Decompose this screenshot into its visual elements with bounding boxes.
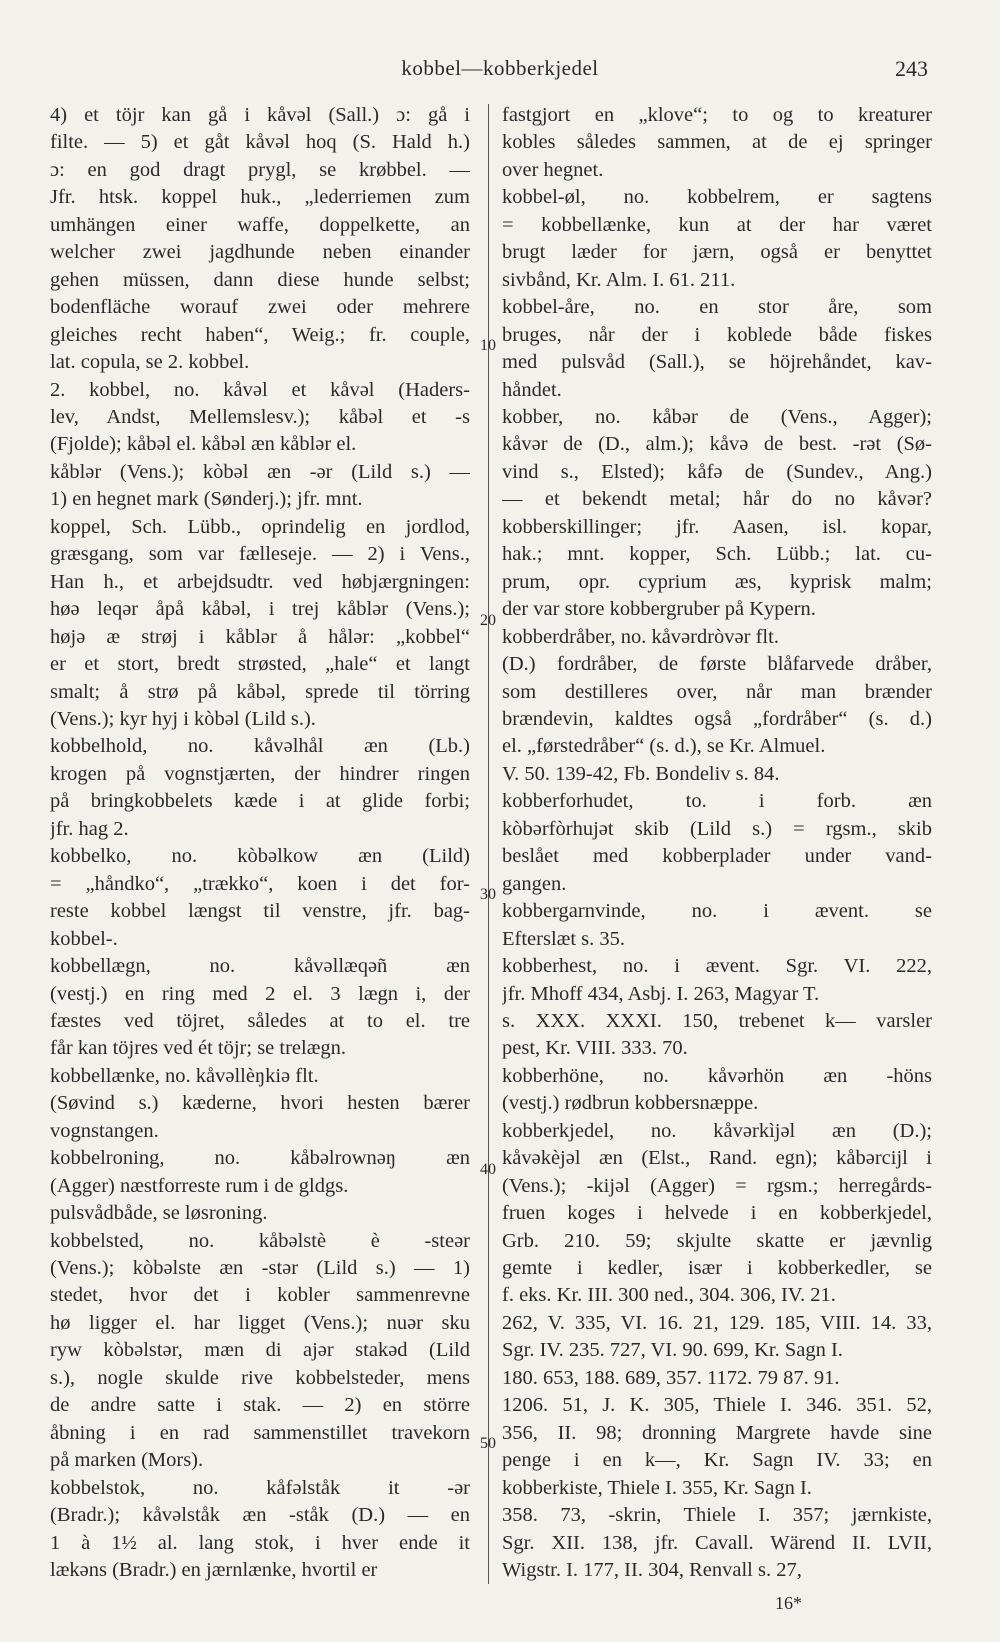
text-line: vind s., Elsted); kåfə de (Sundev., Ang.) (502, 460, 932, 483)
text-line: kobbellænke, no. kåvəllèŋkiə flt. (50, 1064, 319, 1087)
text-line: gleiches recht haben“, Weig.; fr. couple, (50, 323, 470, 346)
text-line: på bringkobbelets kæde i at glide forbi; (50, 790, 470, 813)
text-line: kòbərfòrhujət skib (Lild s.) = rgsm., skib (502, 817, 932, 840)
text-line: umhängen einer waffe, doppelkette, an (50, 213, 470, 236)
text-line: med pulsvåd (Sall.), se höjrehåndet, kav- (502, 351, 932, 374)
text-line: = „håndko“, „trækko“, koen i det for- (50, 872, 470, 895)
text-line: som destilleres over, når man brænder (502, 680, 932, 703)
text-line: 180. 653, 188. 689, 357. 1172. 79 87. 91. (502, 1366, 840, 1389)
page-number: 243 (895, 56, 928, 81)
text-line: kobbellægn, no. kåvəllæqəñ æn (50, 955, 470, 978)
text-line: el. „førstedråber“ (s. d.), se Kr. Almuel. (502, 735, 826, 758)
text-line: fastgjort en „klove“; to og to kreaturer (502, 104, 932, 126)
text-line: kobberkiste, Thiele I. 355, Kr. Sagn I. (502, 1476, 812, 1499)
text-line: hø ligger el. har ligget (Vens.); nuər sku (50, 1311, 470, 1334)
text-line: kobbel-øl, no. kobbelrem, er sagtens (502, 186, 932, 209)
signature-mark: 16* (775, 1593, 802, 1613)
line-number: 50 (480, 1435, 496, 1452)
text-line: gangen. (502, 872, 567, 895)
text-line: ɔ: en god dragt prygl, se krøbbel. — (50, 158, 470, 181)
text-line: 1) en hegnet mark (Sønderj.); jfr. mnt. (50, 488, 363, 511)
line-number: 10 (480, 337, 496, 354)
text-line: åbning i en rad sammenstillet travekorn (50, 1421, 470, 1444)
text-line: kobberdråber, no. kåvərdròvər flt. (502, 625, 779, 648)
text-line: 262, V. 335, VI. 16. 21, 129. 185, VIII. 14. 33, (502, 1311, 932, 1334)
text-line: gehen müssen, dann diese hunde selbst; (50, 268, 470, 291)
text-line: 1 à 1½ al. lang stok, i hver ende it (50, 1531, 470, 1554)
text-line: kobberkjedel, no. kåvərkìjəl æn (D.); (502, 1119, 932, 1142)
text-line: lat. copula, se 2. kobbel. (50, 351, 250, 374)
text-line: brugt læder for jærn, også er benyttet (502, 241, 932, 264)
text-line: welcher zwei jagdhunde neben einander (50, 241, 470, 264)
text-line: Jfr. htsk. koppel huk., „lederriemen zum (50, 186, 470, 209)
text-line: kobbelroning, no. kåbəlrownəŋ æn (50, 1147, 470, 1170)
text-line: kobbelko, no. kòbəlkow æn (Lild) (50, 845, 470, 868)
text-line: 2. kobbel, no. kåvəl et kåvəl (Haders- (50, 378, 470, 401)
text-line: bruges, når der i koblede både fiskes (502, 323, 932, 346)
text-line: kobbel-åre, no. en stor åre, som (502, 296, 932, 319)
text-line: der var store kobbergruber på Kypern. (502, 598, 816, 621)
text-line: kobberhöne, no. kåvərhön æn -höns (502, 1064, 932, 1087)
text-line: kåvər de (D., alm.); kåvə de best. -rət (Sø- (502, 433, 932, 456)
text-line: kobles således sammen, at de ej springer (502, 131, 932, 154)
text-line: (Fjolde); kåbəl el. kåbəl æn kåblər el. (50, 433, 357, 456)
text-line: smalt; å strø på kåbəl, sprede til törring (50, 680, 470, 703)
text-line: kobbel-. (50, 927, 118, 950)
line-number: 30 (480, 886, 496, 903)
text-line: kobbelsted, no. kåbəlstè è -steər (50, 1229, 470, 1252)
text-line: — et bekendt metal; hår do no kåvər? (502, 488, 932, 511)
column-divider (488, 104, 489, 1584)
text-line: krogen på vognstjærten, der hindrer ringen (50, 762, 470, 785)
text-line: 1206. 51, J. K. 305, Thiele I. 346. 351. 52, (502, 1394, 932, 1417)
text-line: fruen koges i helvede i en kobberkjedel, (502, 1202, 932, 1225)
header-title: kobbel—kobberkjedel (401, 56, 599, 80)
text-line: Grb. 210. 59; skjulte skatte er jævnlig (502, 1229, 932, 1252)
text-line: de andre satte i stak. — 2) en större (50, 1394, 470, 1417)
text-line: brændevin, kaldtes også „fordråber“ (s. d.) (502, 707, 932, 730)
text-line: stedet, hvor det i kobler sammenrevne (50, 1284, 470, 1307)
text-line: (D.) fordråber, de første blåfarvede dråber, (502, 653, 932, 676)
text-line: filte. — 5) et gåt kåvəl hoq (S. Hald h.) (50, 131, 470, 154)
text-line: (Vens.); kòbəlste æn -stər (Lild s.) — 1) (50, 1257, 470, 1280)
text-line: Sgr. XII. 138, jfr. Cavall. Wärend II. LVII, (502, 1531, 932, 1554)
text-line: kobber, no. kåbər de (Vens., Agger); (502, 405, 932, 428)
text-line: hak.; mnt. kopper, Sch. Lübb.; lat. cu- (502, 543, 932, 566)
text-line: vognstangen. (50, 1119, 159, 1142)
text-line: (Vens.); kyr hyj i kòbəl (Lild s.). (50, 707, 316, 730)
text-line: Sgr. IV. 235. 727, VI. 90. 699, Kr. Sagn I. (502, 1339, 843, 1362)
text-line: lev, Andst, Mellemslesv.); kåbəl et -s (50, 405, 470, 428)
text-line: (vestj.) en ring med 2 el. 3 lægn i, der (50, 982, 470, 1005)
text-line: kobberhest, no. i ævent. Sgr. VI. 222, (502, 955, 932, 978)
text-line: er et stort, bredt strøsted, „hale“ et langt (50, 653, 470, 676)
text-line: bodenfläche worauf zwei oder mehrere (50, 296, 470, 319)
right-column (502, 102, 932, 1584)
text-line: beslået med kobberplader under vand- (502, 845, 932, 868)
text-line: jfr. hag 2. (50, 817, 129, 840)
text-line: pulsvådbåde, se løsroning. (50, 1202, 268, 1225)
running-header (0, 54, 1000, 88)
text-line: V. 50. 139-42, Fb. Bondeliv s. 84. (502, 762, 780, 785)
text-line: kobberforhudet, to. i forb. æn (502, 790, 932, 813)
text-line: = kobbellænke, kun at der har været (502, 213, 932, 236)
line-number: 40 (480, 1161, 496, 1178)
text-line: (Bradr.); kåvəlståk æn -ståk (D.) — en (50, 1504, 470, 1527)
text-line: (Søvind s.) kæderne, hvori hesten bærer (50, 1092, 470, 1115)
text-line: højə æ strøj i kåblər å hålər: „kobbel“ (50, 625, 470, 648)
text-line: 356, II. 98; dronning Margrete havde sine (502, 1421, 932, 1444)
text-line: (vestj.) rødbrun kobbersnæppe. (502, 1092, 759, 1115)
text-line: (Vens.); -kijəl (Agger) = rgsm.; herregårds- (502, 1174, 932, 1197)
text-line: s.), nogle skulde rive kobbelsteder, mens (50, 1366, 470, 1389)
text-line: 4) et töjr kan gå i kåvəl (Sall.) ɔ: gå i (50, 104, 470, 126)
text-line: f. eks. Kr. III. 300 ned., 304. 306, IV. 21. (502, 1284, 836, 1307)
text-line: koppel, Sch. Lübb., oprindelig en jordlod, (50, 515, 470, 538)
text-line: kobbelhold, no. kåvəlhål æn (Lb.) (50, 735, 470, 758)
text-line: lækəns (Bradr.) en jærnlænke, hvortil er (50, 1559, 378, 1582)
text-line: kobbergarnvinde, no. i ævent. se (502, 900, 932, 923)
text-line: penge i en k—, Kr. Sagn IV. 33; en (502, 1449, 932, 1472)
text-line: Efterslæt s. 35. (502, 927, 625, 950)
text-line: over hegnet. (502, 158, 604, 181)
text-line: reste kobbel længst til venstre, jfr. bag- (50, 900, 470, 923)
text-line: kobbelstok, no. kåfəlståk it -ər (50, 1476, 470, 1499)
text-line: kobberskillinger; jfr. Aasen, isl. kopar, (502, 515, 932, 538)
text-line: (Agger) næstforreste rum i de gldgs. (50, 1174, 349, 1197)
text-line: pest, Kr. VIII. 333. 70. (502, 1037, 688, 1060)
text-line: Wigstr. I. 177, II. 304, Renvall s. 27, (502, 1559, 802, 1582)
text-line: gemte i kedler, især i kobberkedler, se (502, 1257, 932, 1280)
left-column (50, 102, 470, 1584)
text-line: håndet. (502, 378, 562, 401)
text-line: får kan töjres ved ét töjr; se trelægn. (50, 1037, 347, 1060)
text-line: sivbånd, Kr. Alm. I. 61. 211. (502, 268, 736, 291)
text-line: ryw kòbəlstər, mæn di ajər stakəd (Lild (50, 1339, 470, 1362)
text-line: kåblər (Vens.); kòbəl æn -ər (Lild s.) — (50, 460, 470, 483)
text-line: høə leqər åpå kåbəl, i trej kåblər (Vens.); (50, 598, 470, 621)
text-line: fæstes ved töjret, således at to el. tre (50, 1009, 470, 1032)
text-line: 358. 73, -skrin, Thiele I. 357; jærnkiste, (502, 1504, 932, 1527)
text-line: prum, opr. cyprium æs, kyprisk malm; (502, 570, 932, 593)
text-line: græsgang, som var fælleseje. — 2) i Vens., (50, 543, 470, 566)
line-number: 20 (480, 612, 496, 629)
text-line: Han h., et arbejdsudtr. ved høbjærgningen: (50, 570, 470, 593)
text-line: kåvəkèjəl æn (Elst., Rand. egn); kåbərcijl i (502, 1147, 932, 1170)
text-line: på marken (Mors). (50, 1449, 204, 1472)
text-line: jfr. Mhoff 434, Asbj. I. 263, Magyar T. (502, 982, 820, 1005)
text-line: s. XXX. XXXI. 150, trebenet k— varsler (502, 1009, 932, 1032)
